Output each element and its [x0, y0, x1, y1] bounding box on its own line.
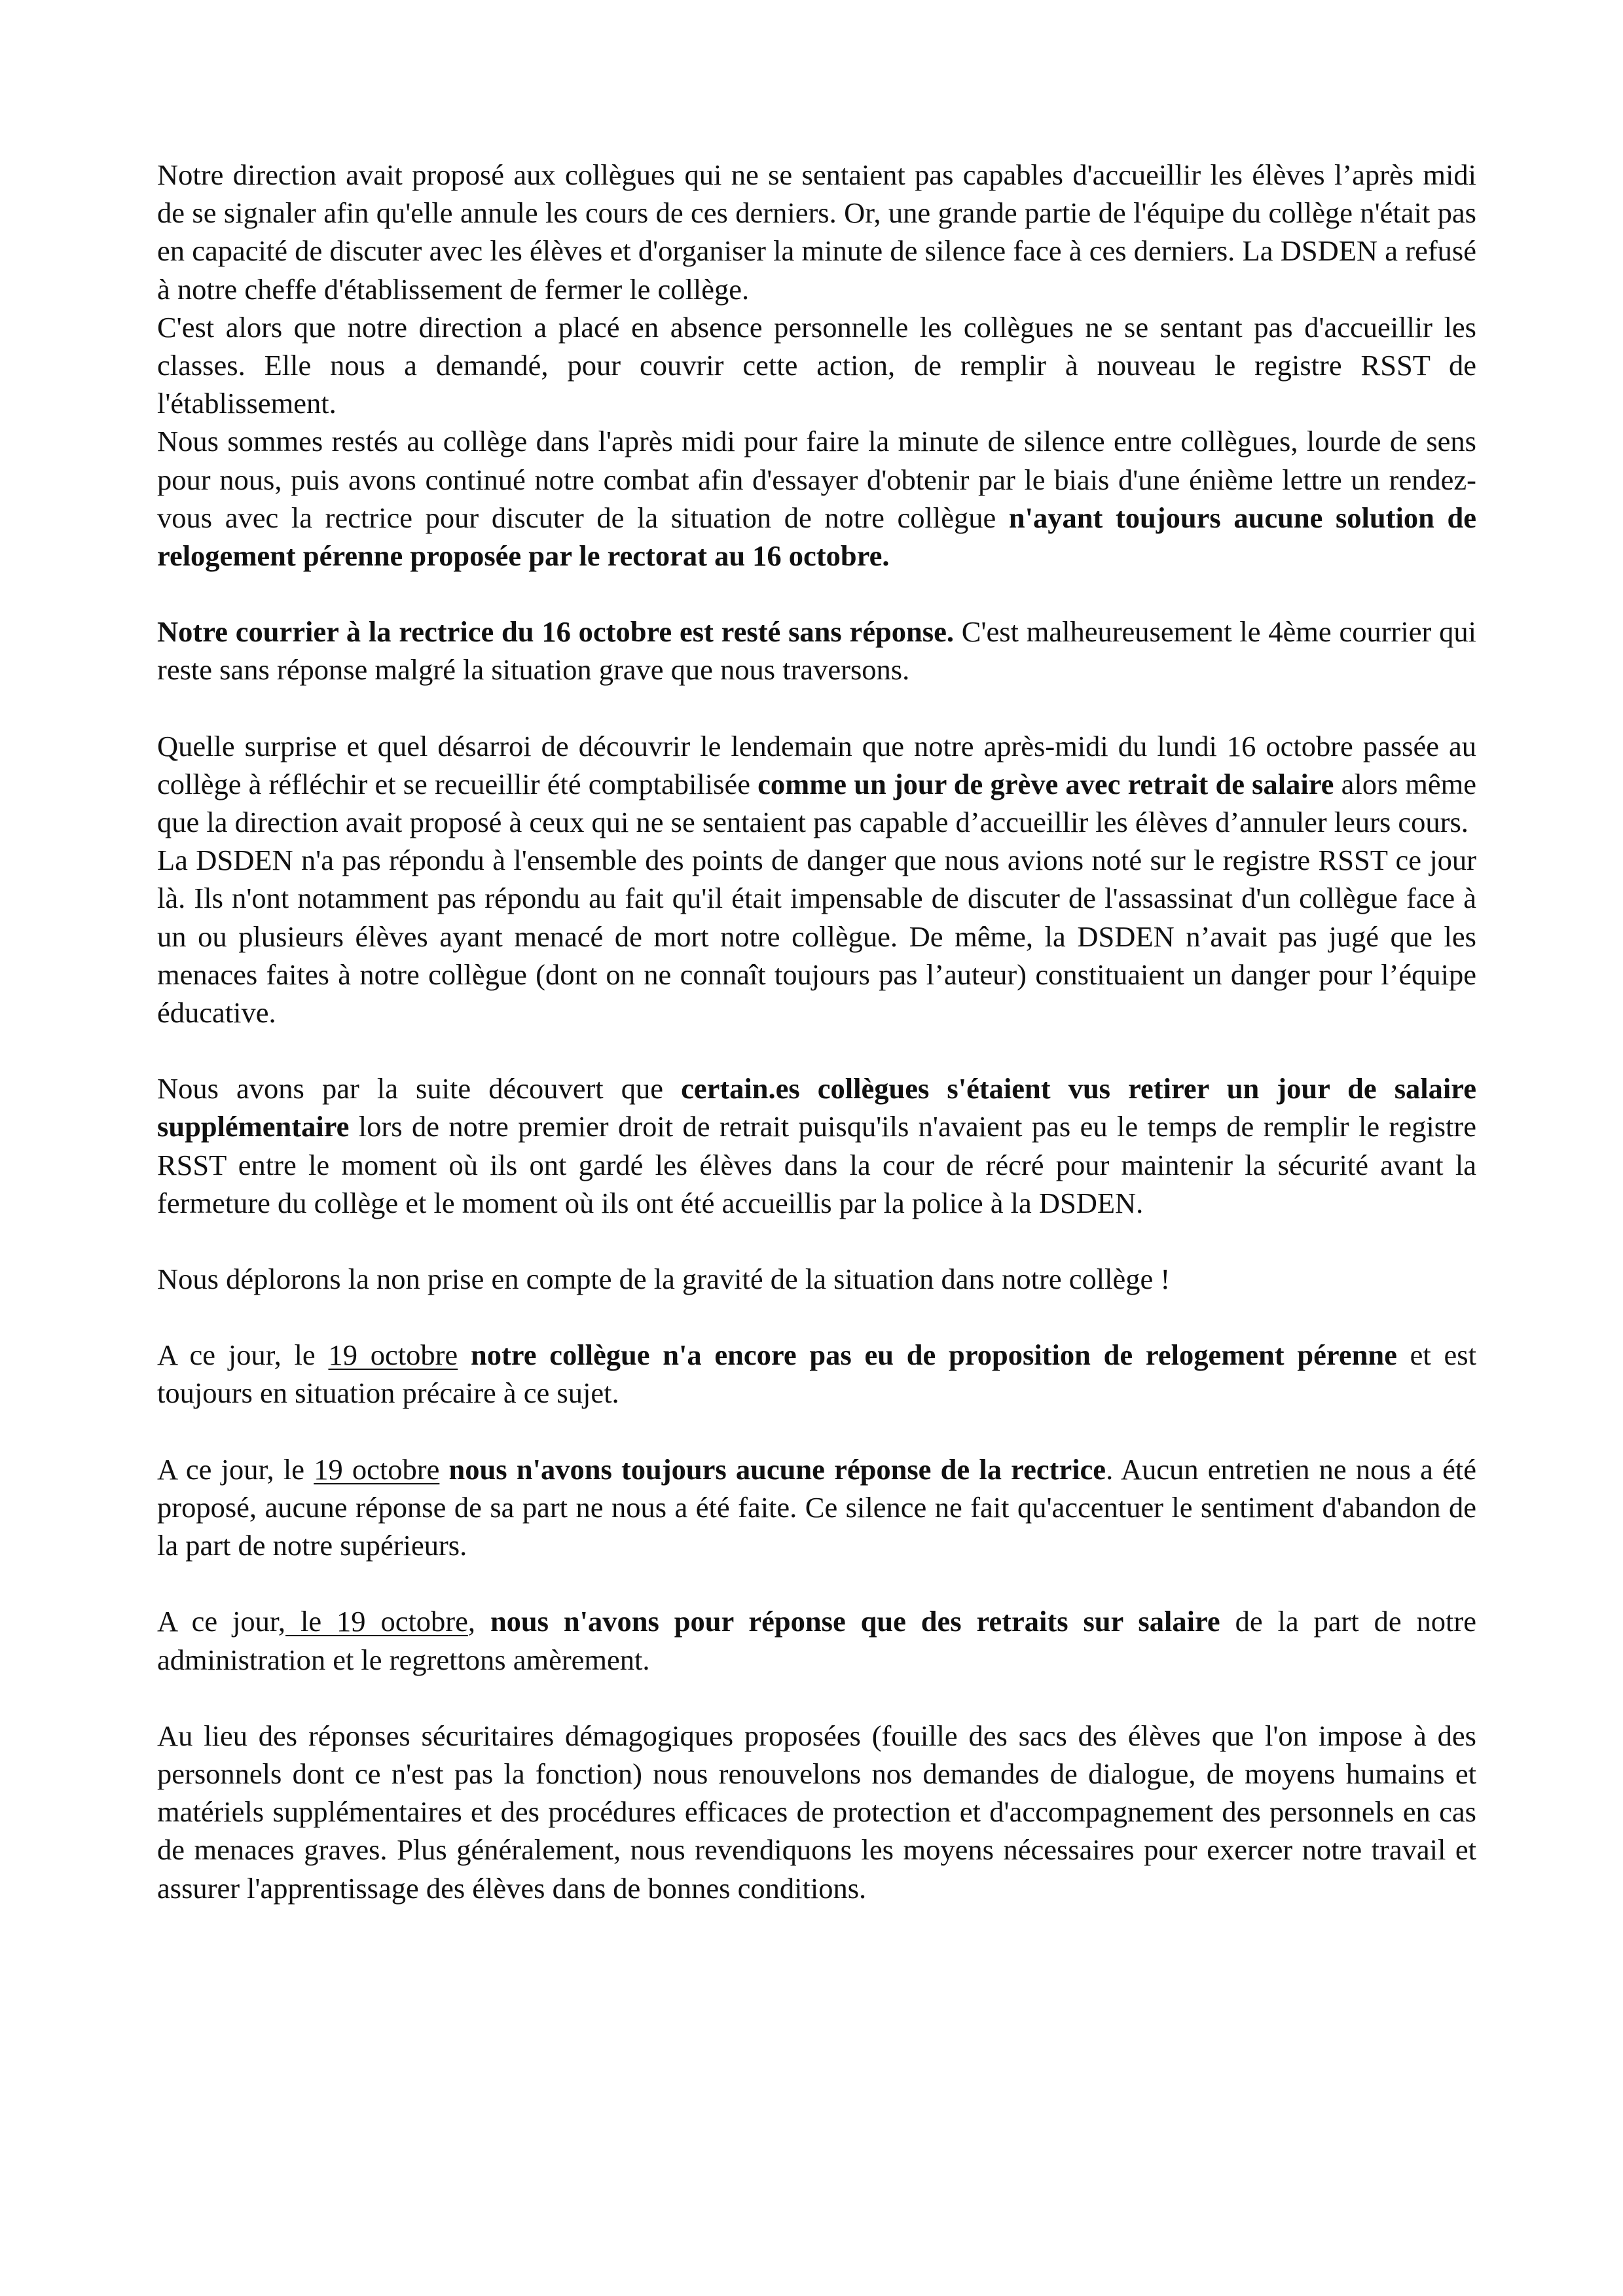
bold-emphasis: comme un jour de grève avec retrait de salaire — [757, 767, 1334, 800]
paragraph-registre-rsst — [157, 841, 1476, 1031]
paragraph-text: Nous déplorons la non prise en compte de la gravité de la situation dans notre collège ! — [157, 1263, 1171, 1296]
paragraph-text: Nous sommes restés au collège dans l'après midi pour faire la minute de silence entre collègues, lourde de sens pour nous, puis avons continué notre combat afin d'essayer d'obtenir par le biais d'une énième lettre un rendez-vous avec la rectrice pour discuter de la situation de notre collègue — [157, 425, 1476, 534]
bold-emphasis: Notre courrier à la rectrice du 16 octobre est resté sans réponse. — [157, 615, 954, 649]
bold-emphasis: nous n'avons pour réponse que des retraits sur salaire — [490, 1605, 1220, 1638]
paragraph-text: La DSDEN n'a pas répondu à l'ensemble des points de danger que nous avions noté sur le registre RSST ce jour là. Ils n'ont notamment pas répondu au fait qu'il était impensable de discuter de l'assassinat d'un collègue face à un ou plusieurs élèves ayant menacé de mort notre collègue. De même, la DSDEN n’avait pas jugé que les menaces faites à notre collègue (dont on ne connaît toujours pas l’auteur) constituaient un danger pour l’équipe éducative. — [157, 844, 1476, 1030]
paragraph-text: , — [467, 1605, 490, 1638]
paragraph-text: Notre direction avait proposé aux collègues qui ne se sentaient pas capables d'accueillir les élèves l’après midi de se signaler afin qu'elle annule les cours de ces derniers. Or, une grande partie de l'équipe du collège n'était pas en capacité de discuter avec les élèves et d'organiser la minute de silence face à ces derniers. La DSDEN a refusé à notre cheffe d'établissement de fermer le collège. — [157, 158, 1476, 306]
letter-body — [157, 156, 1476, 1907]
paragraph-jour-supplementaire — [157, 1069, 1476, 1222]
paragraph-text: A ce jour, le — [157, 1338, 329, 1372]
paragraph-text: C'est malheureusement le 4ème courrier qui reste sans réponse malgré la situation grave que nous traversons. — [157, 615, 1476, 687]
paragraph-text: alors même que la direction avait proposé à ceux qui ne se sentaient pas capable d’accueillir les élèves d’annuler leurs cours. — [157, 767, 1476, 839]
paragraph-retrait-de-salaire — [157, 727, 1476, 842]
paragraph-text: Au lieu des réponses sécuritaires démagogiques proposées (fouille des sacs des élèves que l'on impose à des personnels dont ce n'est pas la fonction) nous renouvelons nos demandes de dialogue, de moyens humains et matériels supplémentaires et des procédures efficaces de protection et d'accompagnement des personnels en cas de menaces graves. Plus généralement, nous revendiquons les moyens nécessaires pour exercer notre travail et assurer l'apprentissage des élèves dans de bonnes conditions. — [157, 1719, 1476, 1905]
paragraph-text: et est toujours en situation précaire à ce sujet. — [157, 1338, 1476, 1410]
paragraph-reponse-rectrice — [157, 1450, 1476, 1565]
paragraph-text: . Aucun entretien ne nous a été proposé, aucune réponse de sa part ne nous a été faite. Ce silence ne fait qu'accentuer le sentiment d'abandon de la part de notre supérieurs. — [157, 1452, 1476, 1562]
paragraph-text: A ce jour, — [157, 1605, 286, 1638]
paragraph-text: de la part de notre administration et le regrettons amèrement. — [157, 1605, 1476, 1676]
paragraph-text: C'est alors que notre direction a placé en absence personnelle les collègues ne se sentant pas d'accueillir les classes. Elle nous a demandé, pour couvrir cette action, de remplir à nouveau le registre RSST de l'établissement. — [157, 310, 1476, 420]
paragraph-text: lors de notre premier droit de retrait puisqu'ils n'avaient pas eu le temps de remplir le registre RSST entre le moment où ils ont gardé les élèves dans la cour de récré pour maintenir la sécurité avant la fermeture du collège et le moment où ils ont été accueillis par la police à la DSDEN. — [157, 1110, 1476, 1219]
bold-emphasis: nous n'avons toujours aucune réponse de la rectrice — [439, 1452, 1106, 1486]
paragraph-text: A ce jour, le — [157, 1452, 314, 1486]
bold-emphasis: n'ayant toujours aucune solution de relogement pérenne proposée par le rectorat au 16 octobre. — [157, 501, 1476, 573]
paragraph-retraits-sur-salaire — [157, 1602, 1476, 1678]
underlined-date: 19 octobre — [314, 1452, 440, 1486]
paragraph-minute-de-silence — [157, 422, 1476, 575]
underlined-date: 19 octobre — [328, 1338, 458, 1372]
underlined-date: le 19 octobre — [285, 1605, 468, 1638]
paragraph-revendications — [157, 1717, 1476, 1907]
paragraph-courrier-sans-reponse — [157, 613, 1476, 689]
bold-emphasis: notre collègue n'a encore pas eu de proposition de relogement pérenne — [458, 1338, 1397, 1372]
paragraph-text: Quelle surprise et quel désarroi de découvrir le lendemain que notre après-midi du lundi 16 octobre passée au collège à réfléchir et se recueillir été comptabilisée — [157, 729, 1476, 800]
paragraph-deploration — [157, 1260, 1476, 1298]
paragraph-relogement — [157, 1336, 1476, 1412]
paragraph-direction-proposal — [157, 156, 1476, 308]
paragraph-absence-personnelle — [157, 308, 1476, 423]
bold-emphasis: certain.es collègues s'étaient vus retirer un jour de salaire supplémentaire — [157, 1072, 1476, 1143]
paragraph-text: Nous avons par la suite découvert que — [157, 1072, 682, 1105]
